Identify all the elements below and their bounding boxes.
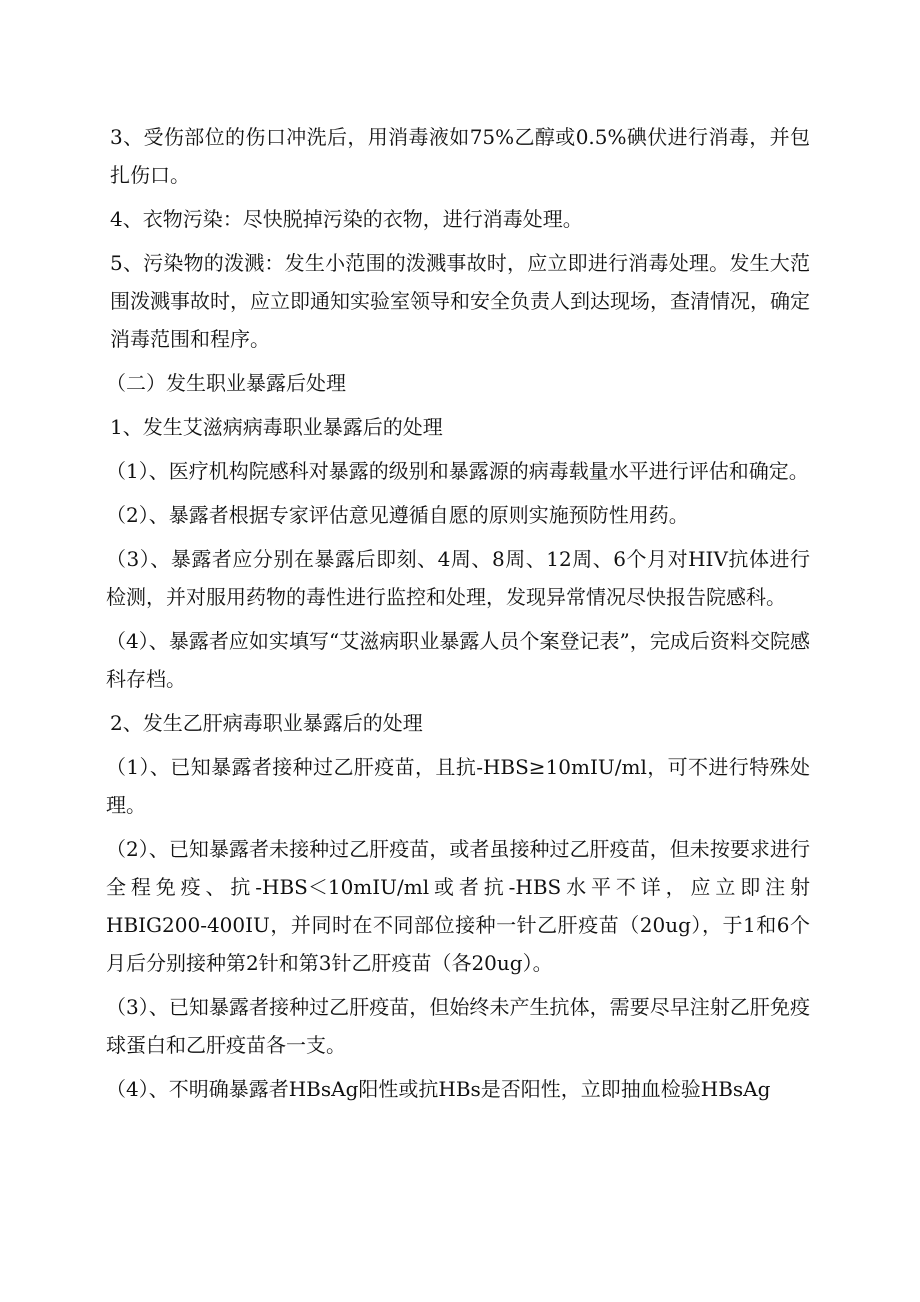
- subheading-hbv-exposure: 2、发生乙肝病毒职业暴露后的处理: [110, 711, 423, 735]
- section-heading-post-exposure: （二）发生职业暴露后处理: [106, 371, 346, 395]
- paragraph-wound-disinfection: 3、受伤部位的伤口冲洗后，用消毒液如75%乙醇或0.5%碘伏进行消毒，并包扎伤口。: [110, 125, 810, 187]
- paragraph-hbv-item-3: （3）、已知暴露者接种过乙肝疫苗，但始终未产生抗体，需要尽早注射乙肝免疫球蛋白和乙肝疫苗各一支。: [106, 995, 810, 1057]
- paragraph-hbv-item-4: （4）、不明确暴露者HBsAg阳性或抗HBs是否阳性，立即抽血检验HBsAg: [106, 1077, 771, 1101]
- paragraph-hiv-item-4: （4）、暴露者应如实填写“艾滋病职业暴露人员个案登记表”，完成后资料交院感科存档。: [106, 629, 810, 691]
- paragraph-hbv-item-2: （2）、已知暴露者未接种过乙肝疫苗，或者虽接种过乙肝疫苗，但未按要求进行全程免疫、抗-HBS＜10mIU/ml或者抗-HBS水平不详，应立即注射HBIG200-400IU，并同时在不同部位接种一针乙肝疫苗（20ug），于1和6个月后分别接种第2针和第3针乙肝疫苗（各20ug）。: [106, 837, 810, 975]
- paragraph-clothing-contamination: 4、衣物污染：尽快脱掉污染的衣物，进行消毒处理。: [110, 207, 583, 231]
- document-body: [106, 118, 810, 1108]
- paragraph-hiv-item-1: （1）、医疗机构院感科对暴露的级别和暴露源的病毒载量水平进行评估和确定。: [106, 459, 809, 483]
- subheading-hiv-exposure: 1、发生艾滋病病毒职业暴露后的处理: [110, 415, 443, 439]
- paragraph-hiv-item-3: （3）、暴露者应分别在暴露后即刻、4周、8周、12周、6个月对HIV抗体进行检测，并对服用药物的毒性进行监控和处理，发现异常情况尽快报告院感科。: [106, 547, 810, 609]
- paragraph-hbv-item-1: （1）、已知暴露者接种过乙肝疫苗，且抗-HBS≥10mIU/ml，可不进行特殊处理。: [106, 755, 810, 817]
- paragraph-hiv-item-2: （2）、暴露者根据专家评估意见遵循自愿的原则实施预防性用药。: [106, 503, 689, 527]
- paragraph-splash-handling: 5、污染物的泼溅：发生小范围的泼溅事故时，应立即进行消毒处理。发生大范围泼溅事故时，应立即通知实验室领导和安全负责人到达现场，查清情况，确定消毒范围和程序。: [110, 251, 810, 351]
